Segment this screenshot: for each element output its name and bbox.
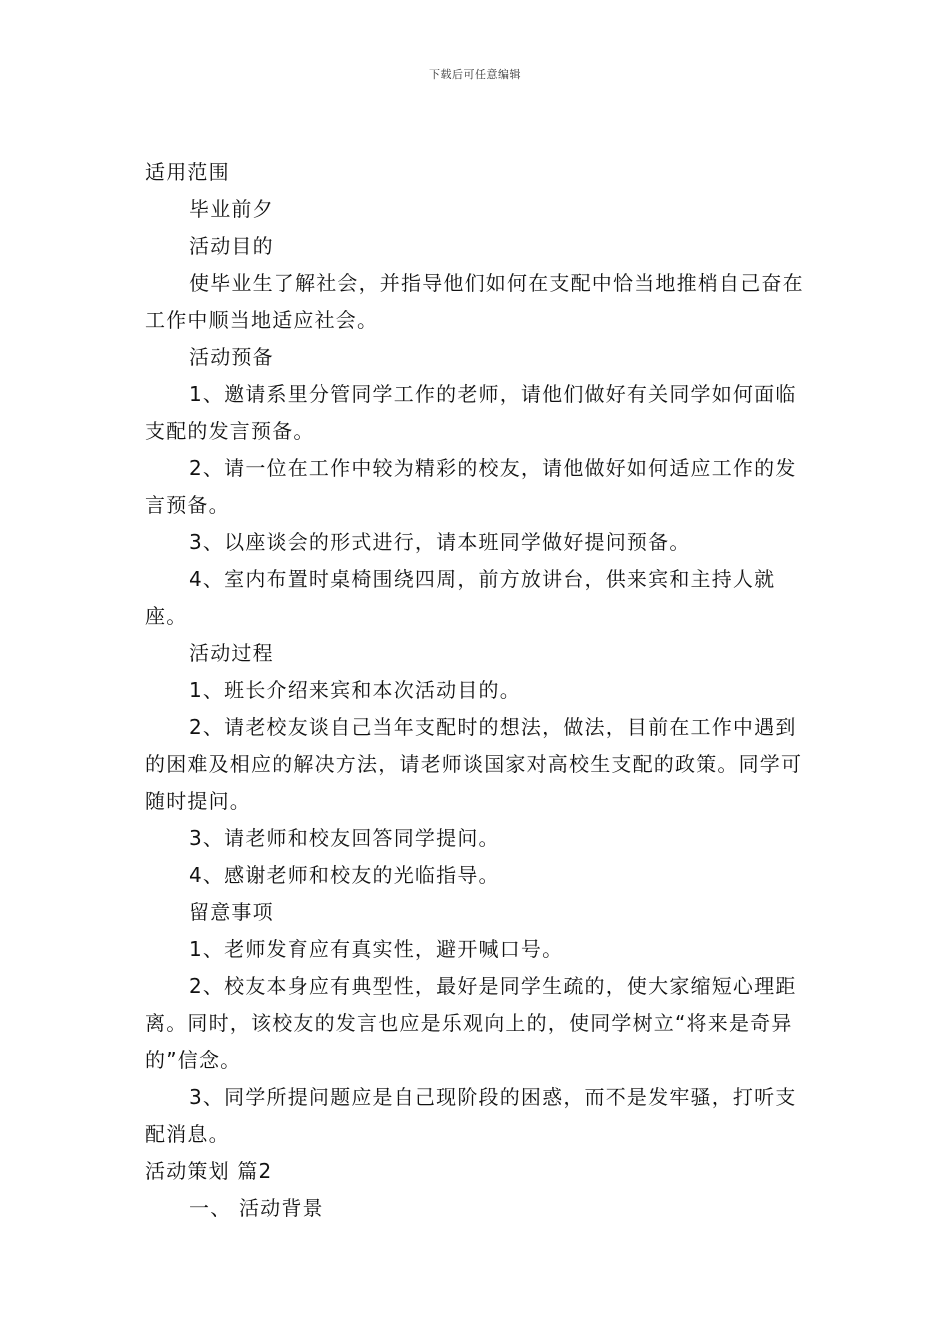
section-heading-process: 活动过程 xyxy=(189,641,274,665)
process-item-1: 1、班长介绍来宾和本次活动目的。 xyxy=(189,678,521,702)
section-heading-purpose: 活动目的 xyxy=(189,234,274,258)
preparation-item-3: 3、以座谈会的形式进行，请本班同学做好提问预备。 xyxy=(189,530,691,554)
purpose-text: 使毕业生了解社会，并指导他们如何在支配中恰当地推梢自己奋在工作中顺当地适应社会。 xyxy=(145,271,804,332)
document-body xyxy=(145,154,809,1227)
preparation-item-4: 4、室内布置时桌椅围绕四周，前方放讲台，供来宾和主持人就座。 xyxy=(145,567,776,628)
section-heading-preparation: 活动预备 xyxy=(189,345,274,369)
page-header-note: 下载后可任意编辑 xyxy=(429,68,521,81)
preparation-item-2: 2、请一位在工作中较为精彩的校友，请他做好如何适应工作的发言预备。 xyxy=(145,456,797,517)
process-item-4: 4、感谢老师和校友的光临指导。 xyxy=(189,863,500,887)
section-heading-notes: 留意事项 xyxy=(189,900,274,924)
section-title-plan-2: 活动策划 篇2 xyxy=(145,1159,273,1183)
section-heading-scope: 适用范围 xyxy=(145,160,230,184)
preparation-item-1: 1、邀请系里分管同学工作的老师，请他们做好有关同学如何面临支配的发言预备。 xyxy=(145,382,797,443)
scope-text: 毕业前夕 xyxy=(189,197,274,221)
process-item-3: 3、请老师和校友回答同学提问。 xyxy=(189,826,500,850)
notes-item-1: 1、老师发育应有真实性，避开喊口号。 xyxy=(189,937,564,961)
notes-item-2: 2、校友本身应有典型性，最好是同学生疏的，使大家缩短心理距离。同时，该校友的发言也应是乐观向上的，使同学树立“将来是奇异的”信念。 xyxy=(145,974,797,1072)
subsection-heading-background: 一、 活动背景 xyxy=(189,1196,324,1220)
notes-item-3: 3、同学所提问题应是自己现阶段的困惑，而不是发牢骚，打听支配消息。 xyxy=(145,1085,797,1146)
process-item-2: 2、请老校友谈自己当年支配时的想法，做法，目前在工作中遇到的困难及相应的解决方法，请老师谈国家对高校生支配的政策。同学可随时提问。 xyxy=(145,715,803,813)
